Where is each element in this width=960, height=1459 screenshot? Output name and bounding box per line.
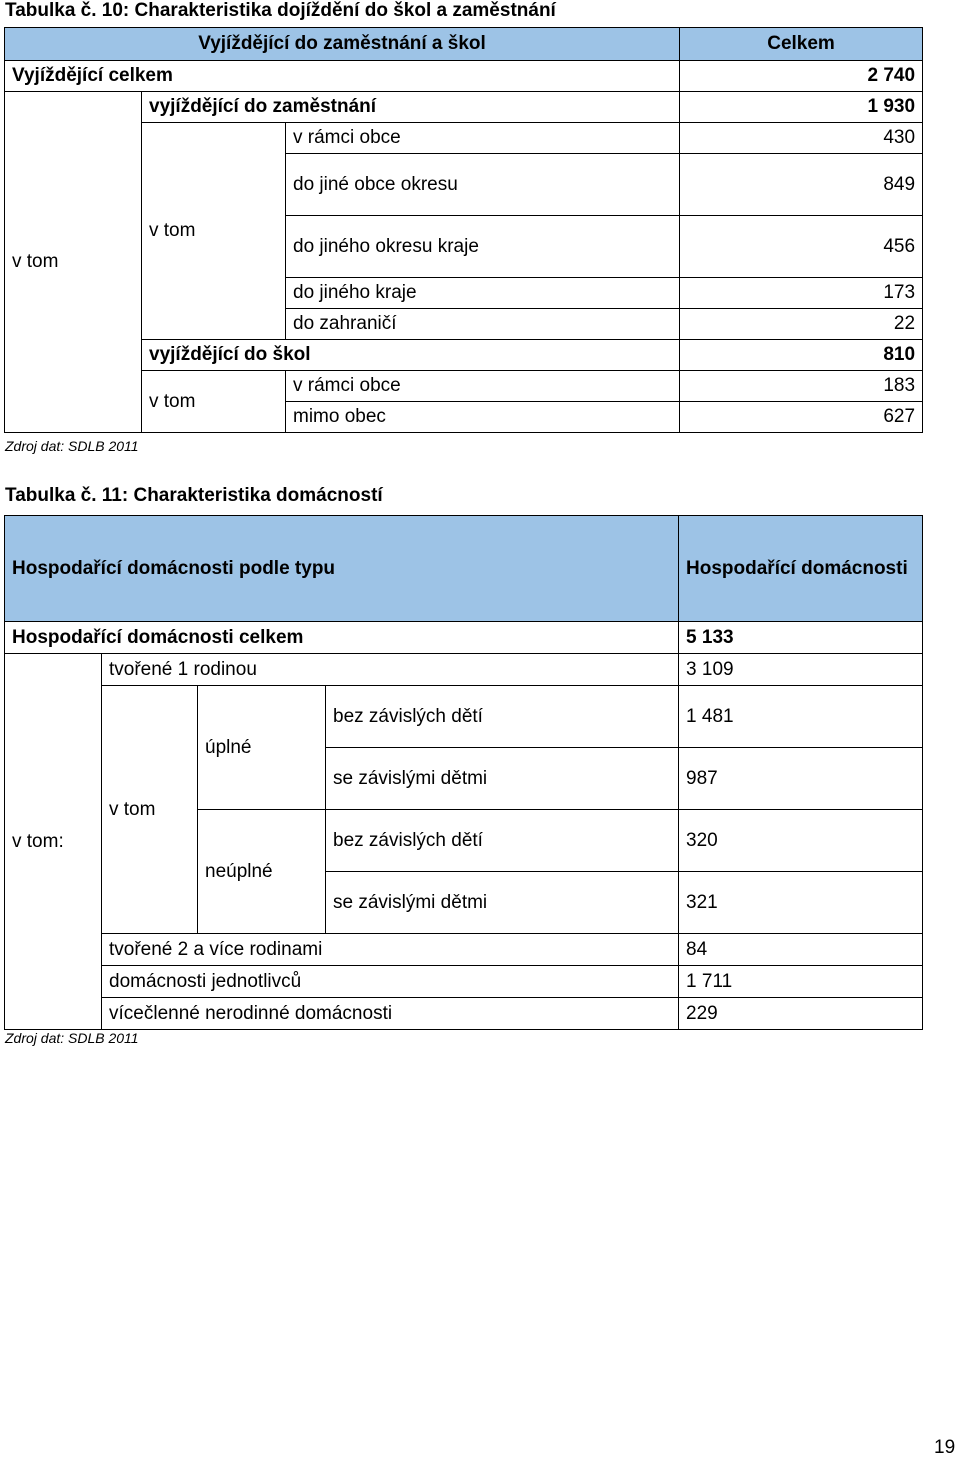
table11-v-tom: v tom:: [5, 654, 102, 1030]
table10-total-value: 2 740: [680, 61, 923, 92]
table10-v-tom: v tom: [5, 92, 142, 433]
table10-header-row: [5, 28, 923, 61]
table11-header-label: Hospodařící domácnosti podle typu: [5, 516, 679, 622]
table11-source: Zdroj dat: SDLB 2011: [5, 1030, 139, 1046]
table-row: [5, 998, 923, 1030]
cell-label: do jiné obce okresu: [286, 154, 680, 216]
table-row: [5, 966, 923, 998]
table10-header-total: Celkem: [680, 28, 923, 61]
table10-work-label: vyjíždějící do zaměstnání: [142, 92, 680, 123]
table-row: [5, 654, 923, 686]
table11-caption: Tabulka č. 11: Charakteristika domácností: [5, 485, 383, 506]
table11-incomplete-label: neúplné: [198, 810, 326, 934]
cell-label: domácnosti jednotlivců: [102, 966, 679, 998]
cell-label: do jiného okresu kraje: [286, 216, 680, 278]
table10-source: Zdroj dat: SDLB 2011: [5, 438, 139, 454]
cell-label: v rámci obce: [286, 371, 680, 402]
cell-label: se závislými dětmi: [326, 872, 679, 934]
cell-value: 1 481: [679, 686, 923, 748]
table10-header-label: Vyjíždějící do zaměstnání a škol: [5, 28, 680, 61]
cell-label: do zahraničí: [286, 309, 680, 340]
table11-header-total: Hospodařící domácnosti: [679, 516, 923, 622]
table-row: [5, 371, 923, 402]
table10-commuting: [4, 27, 923, 433]
table10-school-v-tom: v tom: [142, 371, 286, 433]
cell-value: 321: [679, 872, 923, 934]
cell-label: bez závislých dětí: [326, 686, 679, 748]
table10-work-value: 1 930: [680, 92, 923, 123]
table-row: [5, 92, 923, 123]
table11-header-row: [5, 516, 923, 622]
cell-label: vícečlenné nerodinné domácnosti: [102, 998, 679, 1030]
cell-label: tvořené 2 a více rodinami: [102, 934, 679, 966]
cell-value: 22: [680, 309, 923, 340]
table11-households: [4, 515, 923, 1030]
page-number: 19: [934, 1437, 956, 1458]
table10-total-label: Vyjíždějící celkem: [5, 61, 680, 92]
table10-school-value: 810: [680, 340, 923, 371]
table-row: [5, 686, 923, 748]
cell-value: 183: [680, 371, 923, 402]
cell-value: 320: [679, 810, 923, 872]
table10-caption: Tabulka č. 10: Charakteristika dojíždění do škol a zaměstnání: [5, 0, 556, 21]
cell-value: 84: [679, 934, 923, 966]
cell-value: 849: [680, 154, 923, 216]
cell-label: bez závislých dětí: [326, 810, 679, 872]
table-row: [5, 934, 923, 966]
cell-label: se závislými dětmi: [326, 748, 679, 810]
cell-value: 627: [680, 402, 923, 433]
table-row: [5, 622, 923, 654]
table11-total-value: 5 133: [679, 622, 923, 654]
cell-label: v rámci obce: [286, 123, 680, 154]
cell-value: 987: [679, 748, 923, 810]
table11-total-label: Hospodařící domácnosti celkem: [5, 622, 679, 654]
table-row: [5, 61, 923, 92]
cell-value: 229: [679, 998, 923, 1030]
cell-value: 456: [680, 216, 923, 278]
cell-value: 173: [680, 278, 923, 309]
cell-value: 1 711: [679, 966, 923, 998]
table-row: [5, 123, 923, 154]
cell-label: mimo obec: [286, 402, 680, 433]
table11-one-family-v-tom: v tom: [102, 686, 198, 934]
table10-work-v-tom: v tom: [142, 123, 286, 340]
table11-one-family-label: tvořené 1 rodinou: [102, 654, 679, 686]
table10-school-label: vyjíždějící do škol: [142, 340, 680, 371]
table11-one-family-value: 3 109: [679, 654, 923, 686]
table11-complete-label: úplné: [198, 686, 326, 810]
cell-value: 430: [680, 123, 923, 154]
table-row: [5, 340, 923, 371]
cell-label: do jiného kraje: [286, 278, 680, 309]
